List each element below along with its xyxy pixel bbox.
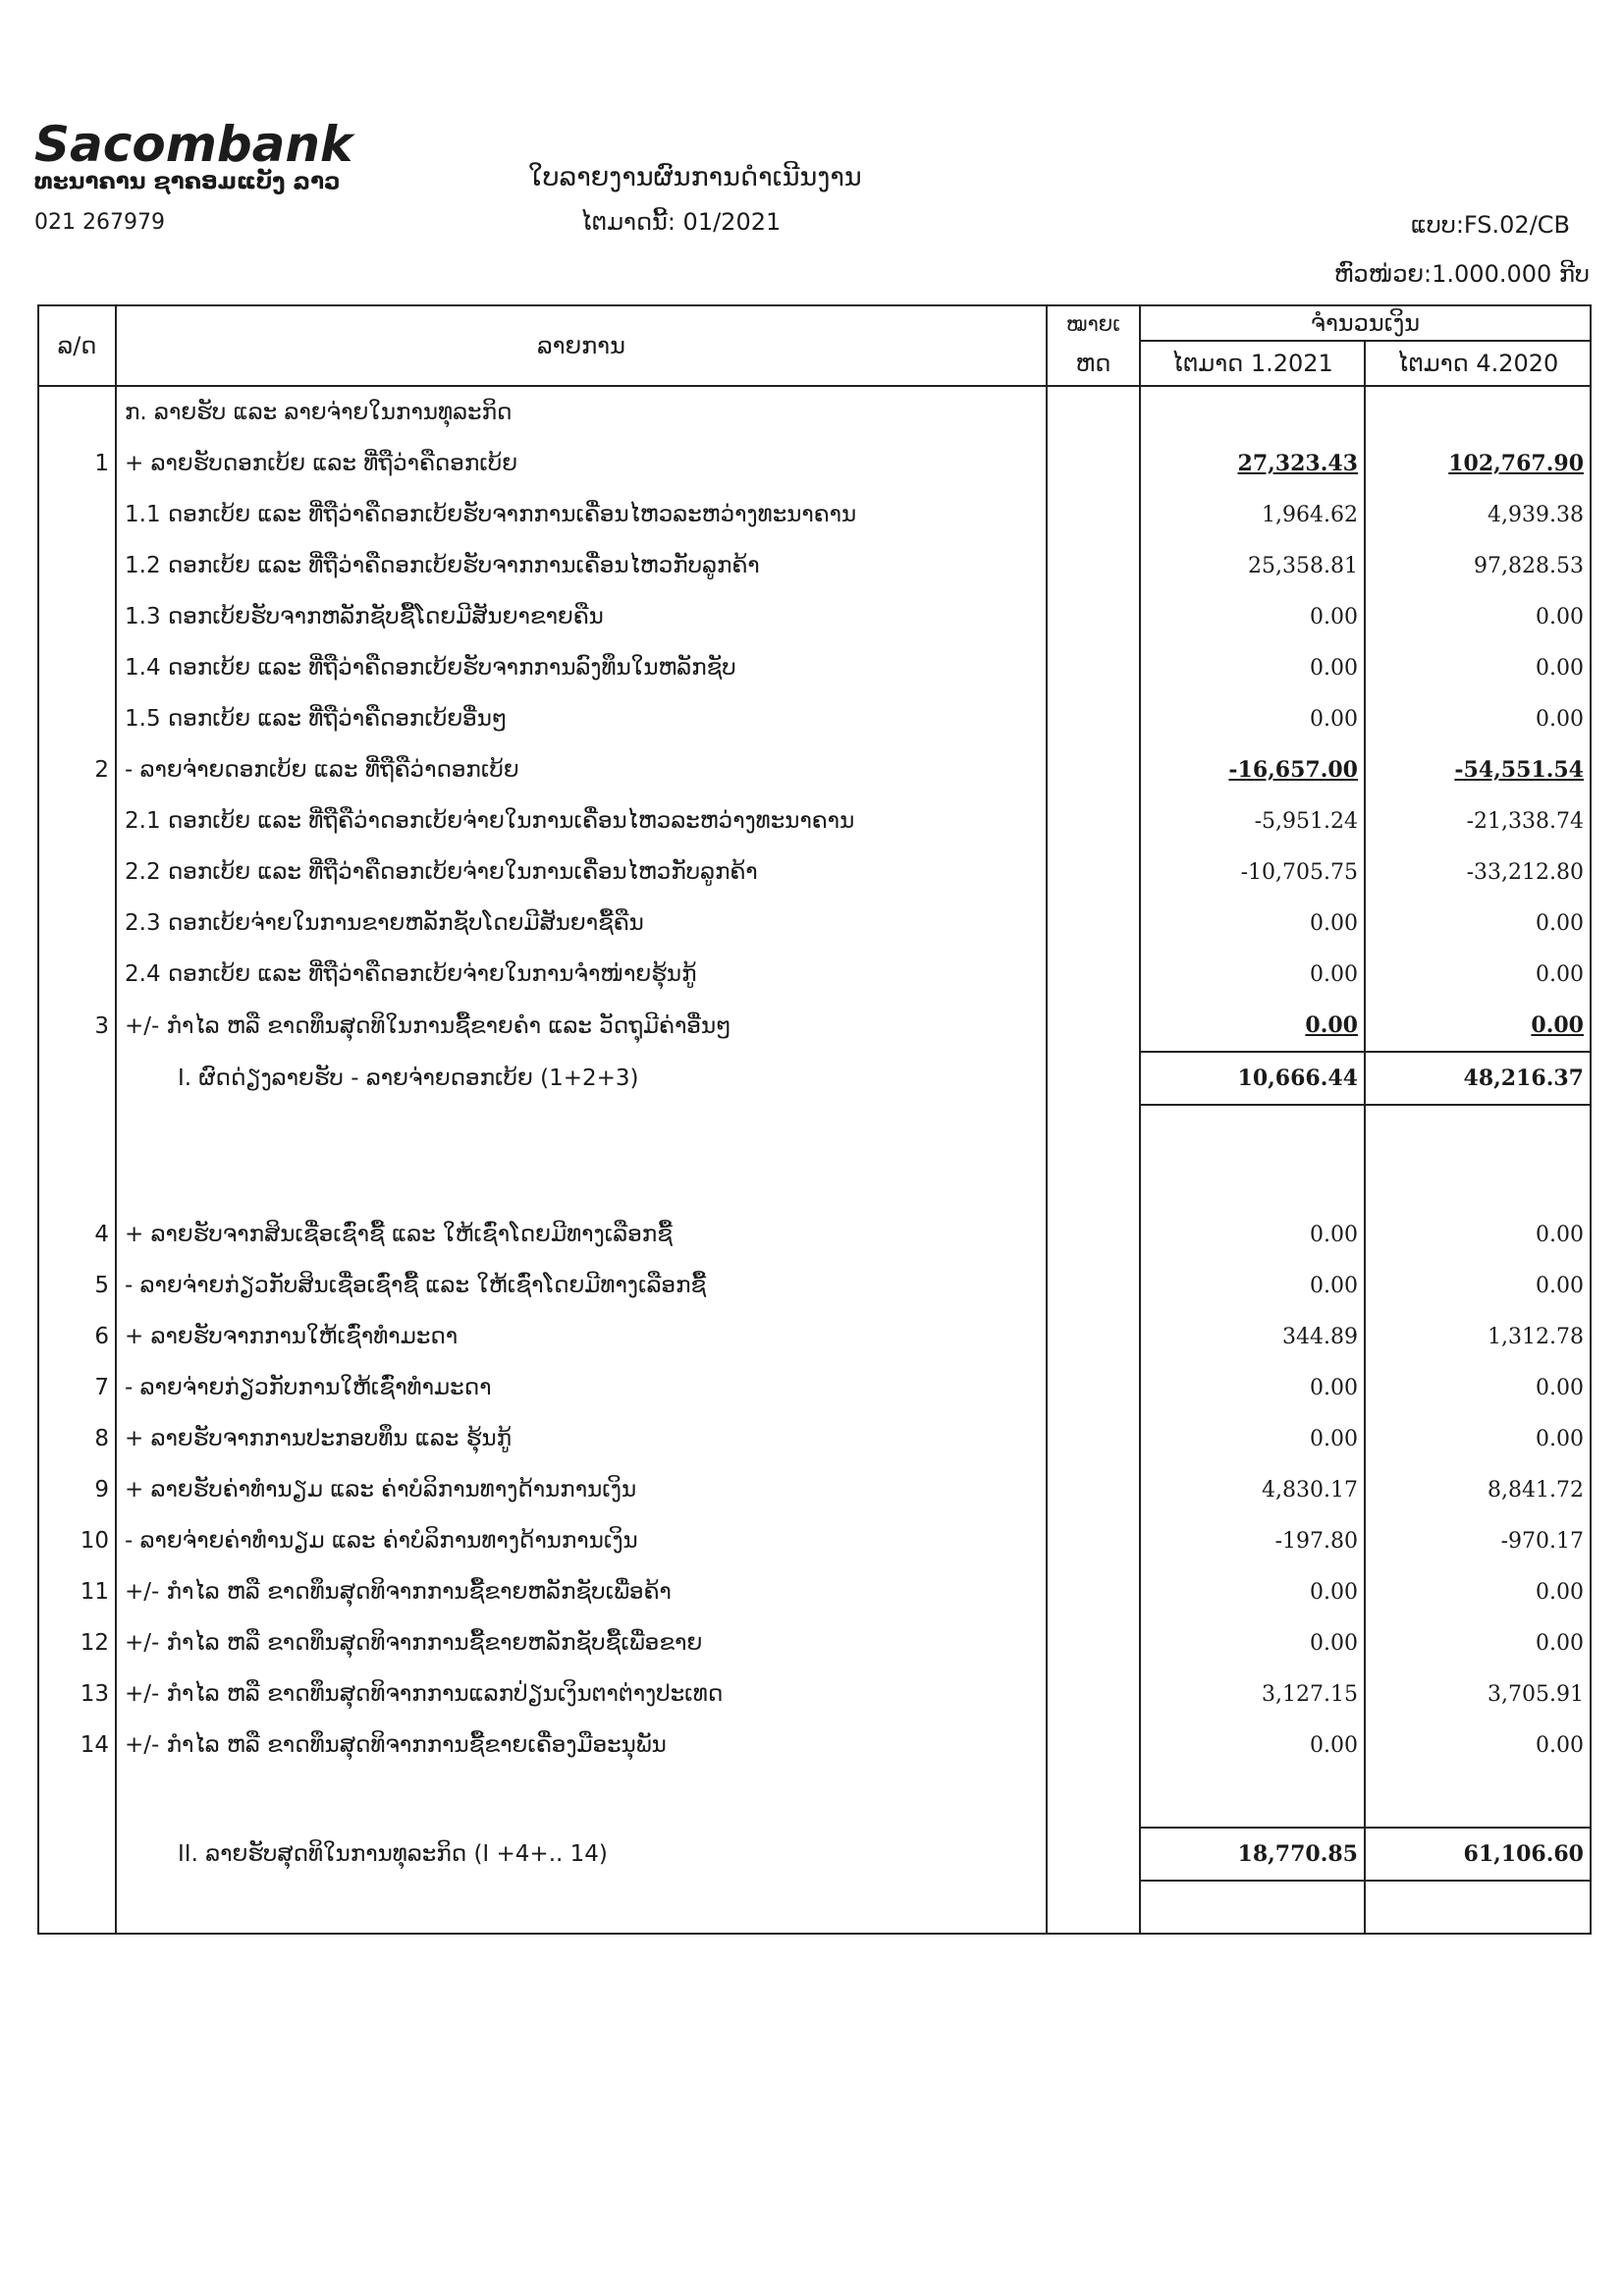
- row-number: [38, 489, 116, 540]
- row-item-label: +/- ກຳໄລ ຫລື ຂາດທຶນສຸດທິຈາກການແລກປ່ຽນເງິນຕາຕ່າງປະເທດ: [116, 1668, 1047, 1720]
- row-item-label: + ລາຍຮັບຄ່າທຳນຽມ ແລະ ຄ່າບໍລິການທາງດ້ານການເງິນ: [116, 1464, 1047, 1515]
- row-value-current: 1,964.62: [1140, 489, 1365, 540]
- row-value-previous: 0.00: [1365, 1362, 1591, 1413]
- table-row: [38, 1464, 1591, 1515]
- row-value-previous: 97,828.53: [1365, 540, 1591, 591]
- table-row: [38, 898, 1591, 949]
- row-value-current: 0.00: [1140, 591, 1365, 642]
- row-value-previous: -970.17: [1365, 1515, 1591, 1566]
- table-row: [38, 1881, 1591, 1934]
- row-note: [1047, 1720, 1140, 1771]
- table-row: [38, 489, 1591, 540]
- form-code: ແບບ:FS.02/CB: [1411, 211, 1570, 239]
- row-item-label: 1.3 ດອກເບ້ຍຮັບຈາກຫລັກຊັບຊື້ໂດຍມີສັນຍາຂາຍຄືນ: [116, 591, 1047, 642]
- row-note: [1047, 1052, 1140, 1105]
- row-number: [38, 1771, 116, 1828]
- row-number: 11: [38, 1566, 116, 1617]
- row-value-current: 0.00: [1140, 1362, 1365, 1413]
- row-note: [1047, 898, 1140, 949]
- row-number: [38, 540, 116, 591]
- row-value-current: 0.00: [1140, 642, 1365, 693]
- row-value-previous: 0.00: [1365, 1209, 1591, 1260]
- row-value-previous: 102,767.90: [1365, 438, 1591, 489]
- row-number: 13: [38, 1668, 116, 1720]
- row-number: [38, 949, 116, 1000]
- row-value-current: 0.00: [1140, 1566, 1365, 1617]
- table-row: [38, 1362, 1591, 1413]
- row-value-current: 27,323.43: [1140, 438, 1365, 489]
- row-value-previous: 0.00: [1365, 1720, 1591, 1771]
- table-row: [38, 1000, 1591, 1052]
- header-note-bottom: ຫດ: [1047, 341, 1140, 386]
- table-body: [38, 386, 1591, 1934]
- row-value-current: 0.00: [1140, 1260, 1365, 1311]
- row-note: [1047, 1515, 1140, 1566]
- row-note: [1047, 847, 1140, 898]
- row-item-label: 1.4 ດອກເບ້ຍ ແລະ ທີ່ຖືວ່າຄືດອກເບ້ຍຮັບຈາກການລົງທຶນໃນຫລັກຊັບ: [116, 642, 1047, 693]
- row-value-previous: 48,216.37: [1365, 1052, 1591, 1105]
- row-value-previous: 1,312.78: [1365, 1311, 1591, 1362]
- table-row: [38, 1311, 1591, 1362]
- bank-phone: 021 267979: [34, 210, 165, 235]
- row-number: 2: [38, 744, 116, 795]
- row-note: [1047, 1617, 1140, 1668]
- row-item-label: + ລາຍຮັບຈາກການໃຫ້ເຊົ່າທຳມະດາ: [116, 1311, 1047, 1362]
- row-number: 4: [38, 1209, 116, 1260]
- row-value-current: 0.00: [1140, 1413, 1365, 1464]
- row-number: [38, 795, 116, 847]
- row-value-previous: [1365, 1771, 1591, 1828]
- income-statement-table: [37, 304, 1592, 1935]
- row-value-previous: 0.00: [1365, 1413, 1591, 1464]
- row-note: [1047, 744, 1140, 795]
- row-value-current: 0.00: [1140, 1209, 1365, 1260]
- row-value-current: 0.00: [1140, 693, 1365, 744]
- row-value-current: 0.00: [1140, 1000, 1365, 1052]
- table-row: [38, 1828, 1591, 1881]
- table-row: [38, 591, 1591, 642]
- table-row: [38, 1105, 1591, 1209]
- row-number: [38, 1881, 116, 1934]
- row-value-current: 0.00: [1140, 898, 1365, 949]
- row-number: 5: [38, 1260, 116, 1311]
- header-previous-period: ໄຕມາດ 4.2020: [1365, 341, 1591, 386]
- row-note: [1047, 1881, 1140, 1934]
- row-note: [1047, 795, 1140, 847]
- row-item-label: [116, 1105, 1047, 1209]
- table-row: [38, 1413, 1591, 1464]
- row-note: [1047, 591, 1140, 642]
- report-period: ໄຕມາດນີ້: 01/2021: [580, 208, 782, 236]
- row-note: [1047, 1566, 1140, 1617]
- row-item-label: - ລາຍຈ່າຍກ່ຽວກັບການໃຫ້ເຊົ່າທຳມະດາ: [116, 1362, 1047, 1413]
- table-row: [38, 386, 1591, 438]
- table-row: [38, 1720, 1591, 1771]
- row-note: [1047, 386, 1140, 438]
- row-value-previous: 4,939.38: [1365, 489, 1591, 540]
- row-note: [1047, 438, 1140, 489]
- row-number: [38, 847, 116, 898]
- bank-name-lao: ທະນາຄານ ຊາຄອມແບັງ ລາວ: [34, 169, 341, 194]
- row-item-label: + ລາຍຮັບຈາກການປະກອບທຶນ ແລະ ຮຸ້ນກູ້: [116, 1413, 1047, 1464]
- row-number: 3: [38, 1000, 116, 1052]
- row-number: [38, 1828, 116, 1881]
- table-row: [38, 949, 1591, 1000]
- row-item-label: 1.2 ດອກເບ້ຍ ແລະ ທີ່ຖືວ່າຄືດອກເບ້ຍຮັບຈາກການເຄື່ອນໄຫວກັບລູກຄ້າ: [116, 540, 1047, 591]
- row-item-label: 2.2 ດອກເບ້ຍ ແລະ ທີ່ຖືວ່າຄືດອກເບ້ຍຈ່າຍໃນການເຄື່ອນໄຫວກັບລູກຄ້າ: [116, 847, 1047, 898]
- row-note: [1047, 489, 1140, 540]
- row-note: [1047, 1828, 1140, 1881]
- row-value-previous: 0.00: [1365, 898, 1591, 949]
- table-row: [38, 693, 1591, 744]
- header-note-top: ໝາຍເ: [1047, 305, 1140, 341]
- row-value-current: -197.80: [1140, 1515, 1365, 1566]
- row-value-previous: 3,705.91: [1365, 1668, 1591, 1720]
- row-value-previous: 0.00: [1365, 949, 1591, 1000]
- row-number: [38, 386, 116, 438]
- row-note: [1047, 1362, 1140, 1413]
- row-note: [1047, 1000, 1140, 1052]
- row-number: [38, 591, 116, 642]
- row-item-label: 1.1 ດອກເບ້ຍ ແລະ ທີ່ຖືວ່າຄືດອກເບ້ຍຮັບຈາກການເຄື່ອນໄຫວລະຫວ່າງທະນາຄານ: [116, 489, 1047, 540]
- table-row: [38, 1260, 1591, 1311]
- row-value-previous: 0.00: [1365, 1566, 1591, 1617]
- row-value-current: -5,951.24: [1140, 795, 1365, 847]
- row-note: [1047, 949, 1140, 1000]
- row-item-label: ກ. ລາຍຮັບ ແລະ ລາຍຈ່າຍໃນການທຸລະກິດ: [116, 386, 1047, 438]
- row-item-label: 2.4 ດອກເບ້ຍ ແລະ ທີ່ຖືວ່າຄືດອກເບ້ຍຈ່າຍໃນການຈຳໜ່າຍຮຸ້ນກູ້: [116, 949, 1047, 1000]
- table-row: [38, 795, 1591, 847]
- row-value-previous: 0.00: [1365, 693, 1591, 744]
- row-note: [1047, 1209, 1140, 1260]
- row-note: [1047, 1105, 1140, 1209]
- bank-logo: Sacombank: [34, 116, 353, 173]
- table-row: [38, 1515, 1591, 1566]
- row-item-label: + ລາຍຮັບຈາກສິນເຊື່ອເຊົ່າຊື້ ແລະ ໃຫ້ເຊົ່າໂດຍມີທາງເລືອກຊື້: [116, 1209, 1047, 1260]
- row-value-previous: 61,106.60: [1365, 1828, 1591, 1881]
- row-value-current: 25,358.81: [1140, 540, 1365, 591]
- row-value-current: 0.00: [1140, 1617, 1365, 1668]
- row-item-label: +/- ກຳໄລ ຫລື ຂາດທຶນສຸດທິຈາກການຊື້ຂາຍຫລັກຊັບຊື້ເພື່ອຂາຍ: [116, 1617, 1047, 1668]
- row-value-previous: 8,841.72: [1365, 1464, 1591, 1515]
- row-value-previous: 0.00: [1365, 642, 1591, 693]
- row-value-previous: -54,551.54: [1365, 744, 1591, 795]
- row-value-current: [1140, 1771, 1365, 1828]
- row-number: 12: [38, 1617, 116, 1668]
- row-value-current: 0.00: [1140, 1720, 1365, 1771]
- row-value-previous: 0.00: [1365, 1260, 1591, 1311]
- row-item-label: +/- ກຳໄລ ຫລື ຂາດທຶນສຸດທິຈາກການຊື້ຂາຍຫລັກຊັບເພື່ອຄ້າ: [116, 1566, 1047, 1617]
- row-value-current: -10,705.75: [1140, 847, 1365, 898]
- row-value-previous: [1365, 1881, 1591, 1934]
- row-item-label: [116, 1881, 1047, 1934]
- table-row: [38, 847, 1591, 898]
- table-row: [38, 1209, 1591, 1260]
- row-value-current: 3,127.15: [1140, 1668, 1365, 1720]
- row-note: [1047, 1464, 1140, 1515]
- row-item-label: + ລາຍຮັບດອກເບ້ຍ ແລະ ທີ່ຖືວ່າຄືດອກເບ້ຍ: [116, 438, 1047, 489]
- header-item: ລາຍການ: [116, 305, 1047, 386]
- row-item-label: +/- ກຳໄລ ຫລື ຂາດທຶນສຸດທິໃນການຊື້ຂາຍຄຳ ແລະ ວັດຖຸມີຄ່າອື່ນໆ: [116, 1000, 1047, 1052]
- row-number: 7: [38, 1362, 116, 1413]
- table-row: [38, 744, 1591, 795]
- row-number: [38, 642, 116, 693]
- table-row: [38, 540, 1591, 591]
- row-number: [38, 898, 116, 949]
- row-value-current: -16,657.00: [1140, 744, 1365, 795]
- row-note: [1047, 1260, 1140, 1311]
- row-note: [1047, 1413, 1140, 1464]
- report-title: ໃບລາຍງານຜົນການດຳເນີນງານ: [528, 162, 862, 192]
- table-row: [38, 1771, 1591, 1828]
- table-row: [38, 642, 1591, 693]
- row-value-current: 18,770.85: [1140, 1828, 1365, 1881]
- row-note: [1047, 1311, 1140, 1362]
- row-value-current: [1140, 1881, 1365, 1934]
- header-amount: ຈຳນວນເງິນ: [1140, 305, 1591, 341]
- row-number: [38, 1105, 116, 1209]
- row-number: [38, 1052, 116, 1105]
- row-note: [1047, 1668, 1140, 1720]
- row-value-previous: 0.00: [1365, 591, 1591, 642]
- row-item-label: 1.5 ດອກເບ້ຍ ແລະ ທີ່ຖືວ່າຄືດອກເບ້ຍອື່ນໆ: [116, 693, 1047, 744]
- currency-unit: ຫົວໜ່ວຍ:1.000.000 ກີບ: [1333, 260, 1590, 288]
- row-item-label: [116, 1771, 1047, 1828]
- row-item-label: II. ລາຍຮັບສຸດທິໃນການທຸລະກິດ (I +4+.. 14): [116, 1828, 1047, 1881]
- row-number: 8: [38, 1413, 116, 1464]
- header-no: ລ/ດ: [38, 305, 116, 386]
- row-item-label: - ລາຍຈ່າຍດອກເບ້ຍ ແລະ ທີ່ຖືຄືວ່າດອກເບ້ຍ: [116, 744, 1047, 795]
- row-value-previous: 0.00: [1365, 1000, 1591, 1052]
- row-value-current: [1140, 1105, 1365, 1209]
- row-item-label: - ລາຍຈ່າຍກ່ຽວກັບສິນເຊື່ອເຊົ່າຊື້ ແລະ ໃຫ້ເຊົ່າໂດຍມີທາງເລືອກຊື້: [116, 1260, 1047, 1311]
- row-value-current: 10,666.44: [1140, 1052, 1365, 1105]
- row-note: [1047, 693, 1140, 744]
- row-item-label: 2.3 ດອກເບ້ຍຈ່າຍໃນການຂາຍຫລັກຊັບໂດຍມີສັນຍາຊື້ຄືນ: [116, 898, 1047, 949]
- row-value-current: 344.89: [1140, 1311, 1365, 1362]
- table-row: [38, 1052, 1591, 1105]
- header-current-period: ໄຕມາດ 1.2021: [1140, 341, 1365, 386]
- row-value-previous: [1365, 1105, 1591, 1209]
- row-item-label: 2.1 ດອກເບ້ຍ ແລະ ທີ່ຖືຄືວ່າດອກເບ້ຍຈ່າຍໃນການເຄື່ອນໄຫວລະຫວ່າງທະນາຄານ: [116, 795, 1047, 847]
- row-number: 6: [38, 1311, 116, 1362]
- row-item-label: +/- ກຳໄລ ຫລື ຂາດທຶນສຸດທິຈາກການຊື້ຂາຍເຄື່ອງມືອະນຸພັນ: [116, 1720, 1047, 1771]
- row-number: 1: [38, 438, 116, 489]
- row-note: [1047, 642, 1140, 693]
- row-value-current: [1140, 386, 1365, 438]
- row-value-previous: -33,212.80: [1365, 847, 1591, 898]
- row-value-previous: [1365, 386, 1591, 438]
- row-value-current: 0.00: [1140, 949, 1365, 1000]
- row-number: 14: [38, 1720, 116, 1771]
- row-note: [1047, 1771, 1140, 1828]
- table-row: [38, 1566, 1591, 1617]
- row-note: [1047, 540, 1140, 591]
- row-number: 10: [38, 1515, 116, 1566]
- table-row: [38, 438, 1591, 489]
- table-row: [38, 1668, 1591, 1720]
- row-item-label: I. ຜົດດ່ຽງລາຍຮັບ - ລາຍຈ່າຍດອກເບ້ຍ (1+2+3): [116, 1052, 1047, 1105]
- row-value-previous: 0.00: [1365, 1617, 1591, 1668]
- row-value-current: 4,830.17: [1140, 1464, 1365, 1515]
- row-item-label: - ລາຍຈ່າຍຄ່າທຳນຽມ ແລະ ຄ່າບໍລິການທາງດ້ານການເງິນ: [116, 1515, 1047, 1566]
- row-value-previous: -21,338.74: [1365, 795, 1591, 847]
- row-number: 9: [38, 1464, 116, 1515]
- table-row: [38, 1617, 1591, 1668]
- row-number: [38, 693, 116, 744]
